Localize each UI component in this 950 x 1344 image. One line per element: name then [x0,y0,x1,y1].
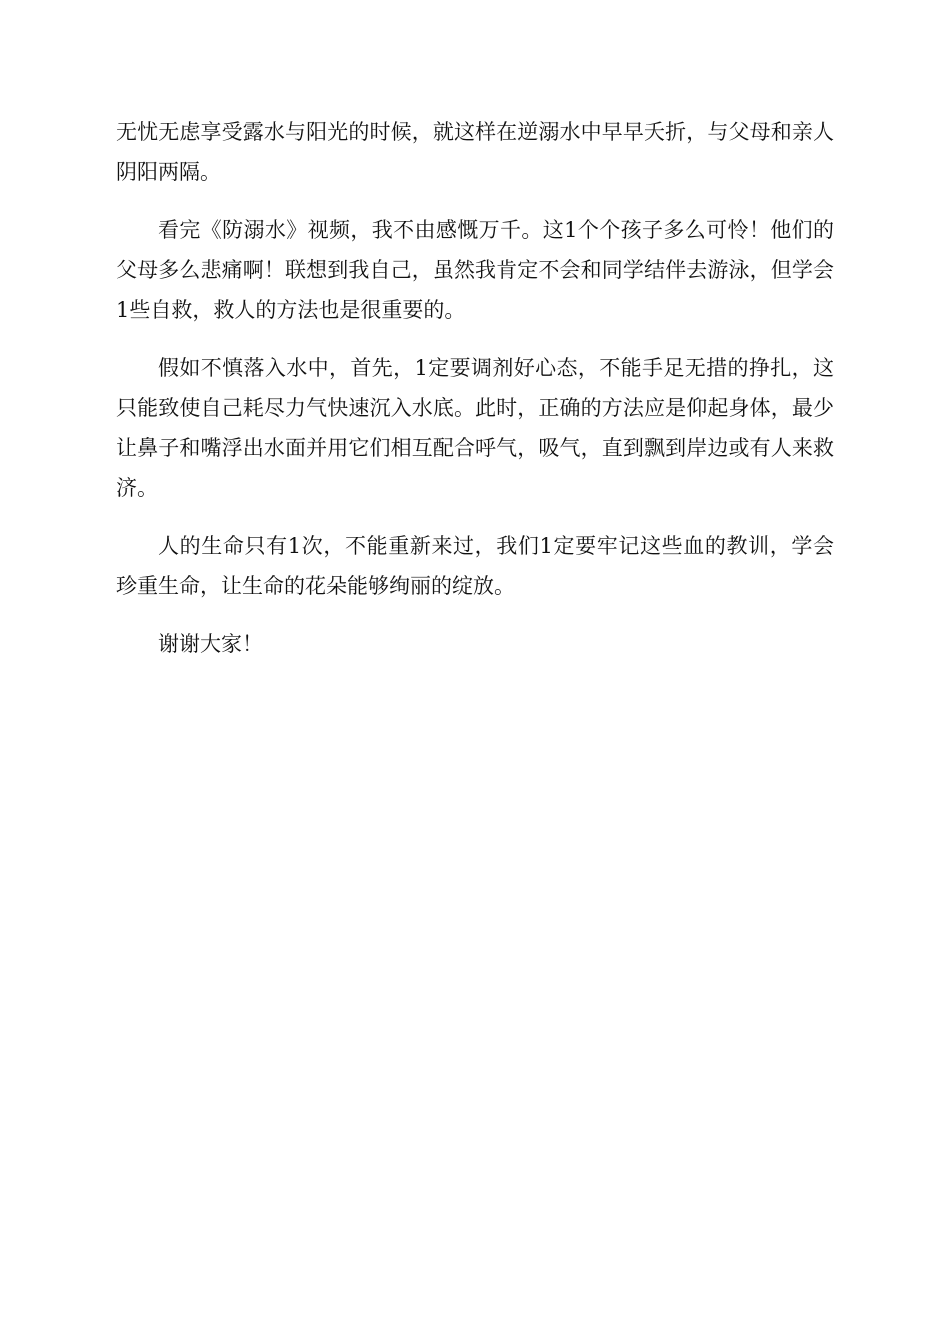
paragraph-self-rescue: 假如不慎落入水中，首先，1定要调剂好心态，不能手足无措的挣扎，这只能致使自己耗尽力气快速沉入水底。此时，正确的方法应是仰起身体，最少让鼻子和嘴浮出水面并用它们相互配合呼气，吸气，直到飘到岸边或有人来救济。 [116,356,834,500]
paragraph-cherish-life: 人的生命只有1次，不能重新来过，我们1定要牢记这些血的教训，学会珍重生命，让生命的花朵能够绚丽的绽放。 [116,534,834,598]
paragraph-video-reflection: 看完《防溺水》视频，我不由感慨万千。这1个个孩子多么可怜！他们的父母多么悲痛啊！联想到我自己，虽然我肯定不会和同学结伴去游泳，但学会1些自救，救人的方法也是很重要的。 [116,218,834,322]
document-body [116,112,834,682]
paragraph-continuation: 无忧无虑享受露水与阳光的时候，就这样在逆溺水中早早夭折，与父母和亲人阴阳两隔。 [116,120,834,184]
paragraph-thanks: 谢谢大家！ [158,632,263,656]
